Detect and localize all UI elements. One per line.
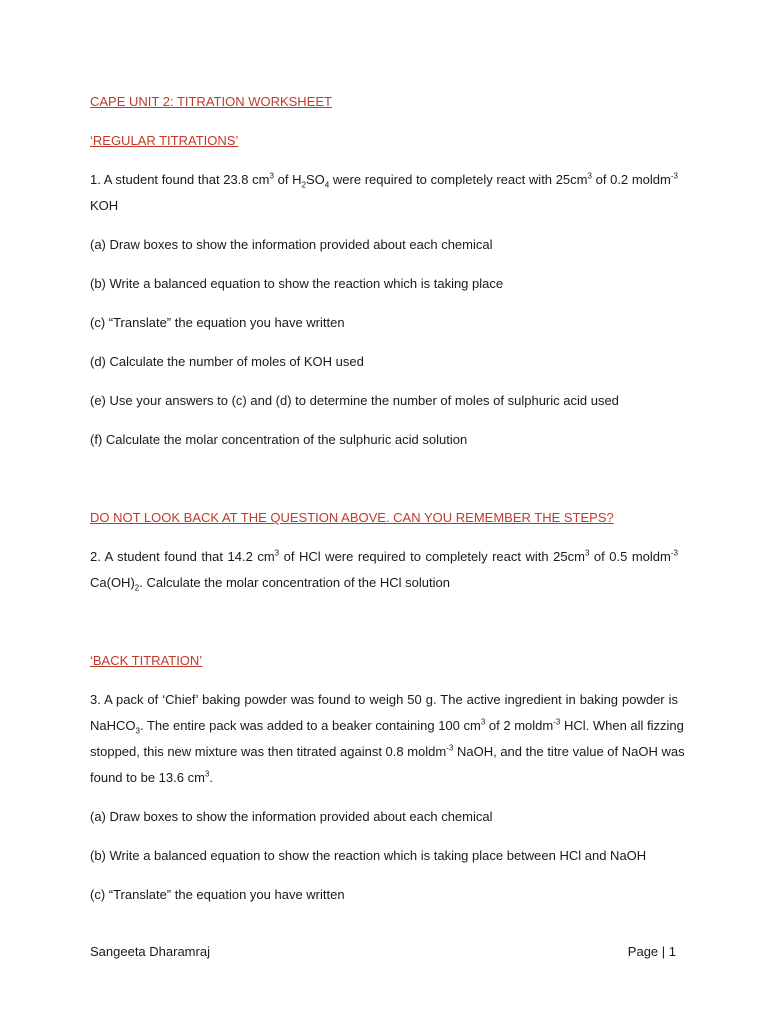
question-1-part-a: (a) Draw boxes to show the information provided about each chemical: [90, 237, 493, 252]
footer-author: Sangeeta Dharamraj: [90, 944, 210, 959]
question-3-line-2: NaHCO$_3$. The entire pack was added to a beaker containing 100 $cm^3$ of 2 moldm$^{-3}$ HCl. When all fizzing: [90, 717, 684, 736]
question-3-line-1: 3. A pack of ‘Chief’ baking powder was found to weigh 50 g. The active ingredient in baking powder is: [90, 692, 678, 707]
question-1-part-d: (d) Calculate the number of moles of KOH used: [90, 354, 364, 369]
question-3-part-b: (b) Write a balanced equation to show the reaction which is taking place between HCl and NaOH: [90, 848, 647, 863]
question-1-part-b: (b) Write a balanced equation to show the reaction which is taking place: [90, 276, 504, 291]
question-3-part-a: (a) Draw boxes to show the information provided about each chemical: [90, 809, 493, 824]
question-1-line-2: KOH: [90, 198, 119, 213]
section-heading-back-titration: ‘BACK TITRATION’: [90, 653, 203, 668]
question-1-part-e: (e) Use your answers to (c) and (d) to determine the number of moles of sulphuric acid used: [90, 393, 619, 408]
question-1-part-c: (c) “Translate” the equation you have written: [90, 315, 345, 330]
section-heading-recall: DO NOT LOOK BACK AT THE QUESTION ABOVE. CAN YOU REMEMBER THE STEPS?: [90, 510, 614, 525]
footer-page-number: Page | 1: [627, 944, 676, 959]
question-2-line-2: $Ca(OH)_2$. Calculate the molar concentration of the HCl solution: [90, 575, 450, 593]
section-heading-regular-titrations: ‘REGULAR TITRATIONS’: [90, 133, 239, 148]
question-3-line-4: found to be 13.6 $cm^3$.: [90, 769, 213, 785]
question-3-part-c: (c) “Translate” the equation you have written: [90, 887, 345, 902]
question-1-line-1: 1. A student found that 23.8 $cm^3$ of $H_2SO_4$ were required to completely react with $25cm^3$ of 0.2 moldm$^{-3}$: [90, 171, 678, 190]
worksheet-title: CAPE UNIT 2: TITRATION WORKSHEET: [90, 94, 332, 109]
question-2-line-1: 2. A student found that 14.2 $cm^3$ of HCl were required to completely react with $25cm^3$ of 0.5 moldm$^{-3}$: [90, 548, 678, 564]
question-1-part-f: (f) Calculate the molar concentration of the sulphuric acid solution: [90, 432, 468, 447]
question-3-line-3: stopped, this new mixture was then titrated against 0.8 moldm$^{-3}$ NaOH, and the titre value of NaOH was: [90, 743, 685, 759]
